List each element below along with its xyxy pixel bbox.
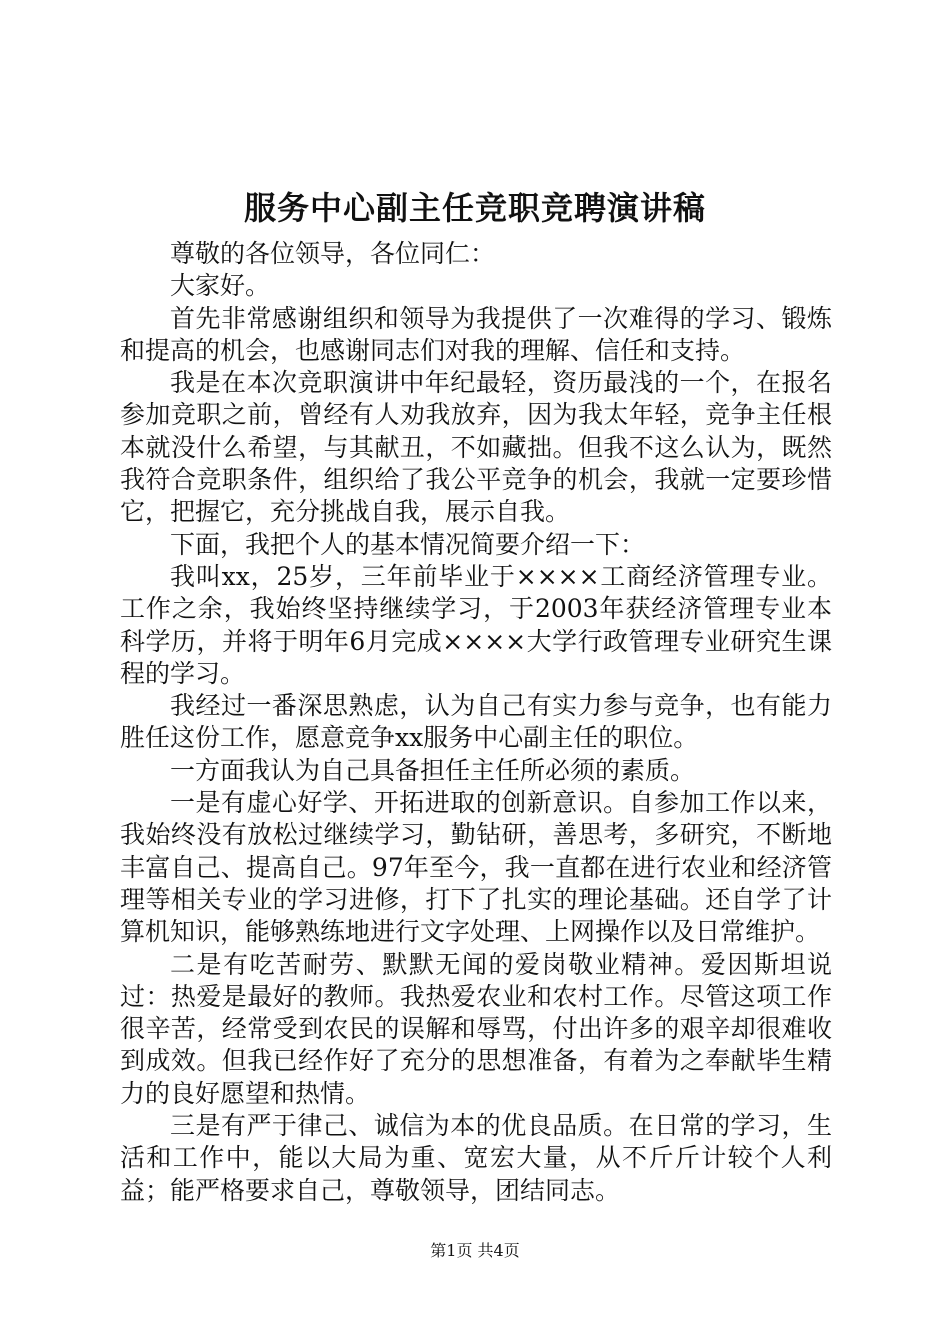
- document-title: 服务中心副主任竞职竞聘演讲稿: [243, 189, 706, 227]
- motivation-paragraph: 我是在本次竞职演讲中年纪最轻，资历最浅的一个，在报名参加竞职之前，曾经有人劝我放弃，因为我太年轻，竞争主任根本就没什么希望，与其献丑，不如藏拙。但我不这么认为，既然我符合竞职条件，组织给了我公平竞争的机会，我就一定要珍惜它，把握它，充分挑战自我，展示自我。: [120, 368, 832, 527]
- salutation-paragraph: 尊敬的各位领导，各位同仁：: [170, 239, 496, 268]
- intro-lead-paragraph: 下面，我把个人的基本情况简要介绍一下：: [170, 529, 646, 559]
- qualities-lead-paragraph: 一方面我认为自己具备担任主任所必须的素质。: [170, 755, 696, 785]
- background-paragraph: 我叫xx，25岁，三年前毕业于××××工商经济管理专业。工作之余，我始终坚持继续学习，于2003年获经济管理专业本科学历，并将于明年6月完成××××大学行政管理专业研究生课程的学习。: [120, 561, 832, 688]
- quality-one-paragraph: 一是有虚心好学、开拓进取的创新意识。自参加工作以来，我始终没有放松过继续学习，勤钻研，善思考，多研究，不断地丰富自己、提高自己。97年至今，我一直都在进行农业和经济管理等相关专业的学习进修，打下了扎实的理论基础。还自学了计算机知识，能够熟练地进行文字处理、上网操作以及日常维护。: [120, 788, 832, 947]
- greeting-paragraph: 大家好。: [170, 271, 271, 301]
- quality-two-paragraph: 二是有吃苦耐劳、默默无闻的爱岗敬业精神。爱因斯坦说过：热爱是最好的教师。我热爱农业和农村工作。尽管这项工作很辛苦，经常受到农民的误解和辱骂，付出许多的艰辛却很难收到成效。但我已经作好了充分的思想准备，有着为之奉献毕生精力的良好愿望和热情。: [120, 949, 832, 1108]
- thanks-paragraph: 首先非常感谢组织和领导为我提供了一次难得的学习、锻炼和提高的机会，也感谢同志们对我的理解、信任和支持。: [120, 303, 832, 365]
- quality-three-paragraph: 三是有严于律己、诚信为本的优良品质。在日常的学习，生活和工作中，能以大局为重、宽宏大量，从不斤斤计较个人利益；能严格要求自己，尊敬领导，团结同志。: [120, 1111, 832, 1205]
- decision-paragraph: 我经过一番深思熟虑，认为自己有实力参与竞争，也有能力胜任这份工作，愿意竞争xx服务中心副主任的职位。: [120, 691, 832, 753]
- document-body: [120, 238, 832, 1207]
- page-number-footer: 第1页 共4页: [430, 1241, 520, 1260]
